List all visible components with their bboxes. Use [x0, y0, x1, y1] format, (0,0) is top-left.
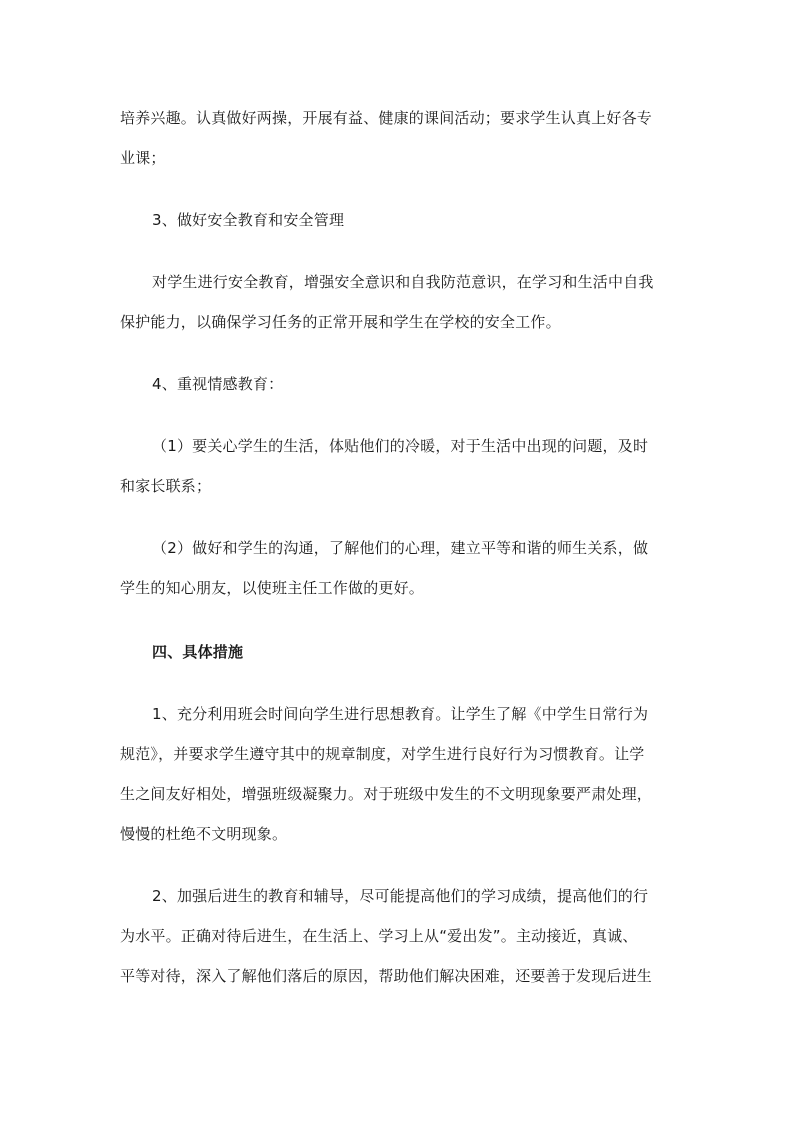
paragraph-line: 培养兴趣。认真做好两操，开展有益、健康的课间活动；要求学生认真上好各专 — [120, 109, 653, 127]
paragraph-line: 平等对待，深入了解他们落后的原因，帮助他们解决困难，还要善于发现后进生 — [120, 967, 653, 985]
section-heading: 4、重视情感教育： — [152, 375, 284, 393]
paragraph-line: 慢慢的杜绝不文明现象。 — [120, 825, 288, 843]
paragraph-line: （1）要关心学生的生活，体贴他们的冷暖，对于生活中出现的问题，及时 — [152, 437, 649, 455]
paragraph-line: 对学生进行安全教育，增强安全意识和自我防范意识，在学习和生活中自我 — [152, 273, 654, 291]
paragraph-line: 为水平。正确对待后进生，在生活上、学习上从“爱出发”。主动接近，真诚、 — [120, 927, 638, 945]
section-title: 四、具体措施 — [152, 643, 244, 661]
paragraph-line: 2、加强后进生的教育和辅导，尽可能提高他们的学习成绩，提高他们的行 — [152, 887, 649, 905]
section-heading: 3、做好安全教育和安全管理 — [152, 211, 345, 229]
paragraph-line: 和家长联系； — [120, 477, 212, 495]
paragraph-line: 1、充分利用班会时间向学生进行思想教育。让学生了解《中学生日常行为 — [152, 705, 649, 723]
paragraph-line: （2）做好和学生的沟通，了解他们的心理，建立平等和谐的师生关系，做 — [152, 539, 649, 557]
paragraph-line: 学生的知心朋友，以使班主任工作做的更好。 — [120, 579, 425, 597]
paragraph-line: 业课； — [120, 149, 166, 167]
paragraph-line: 规范》，并要求学生遵守其中的规章制度，对学生进行良好行为习惯教育。让学 — [120, 745, 645, 763]
paragraph-line: 生之间友好相处，增强班级凝聚力。对于班级中发生的不文明现象要严肃处理， — [120, 785, 653, 803]
paragraph-line: 保护能力，以确保学习任务的正常开展和学生在学校的安全工作。 — [120, 313, 561, 331]
